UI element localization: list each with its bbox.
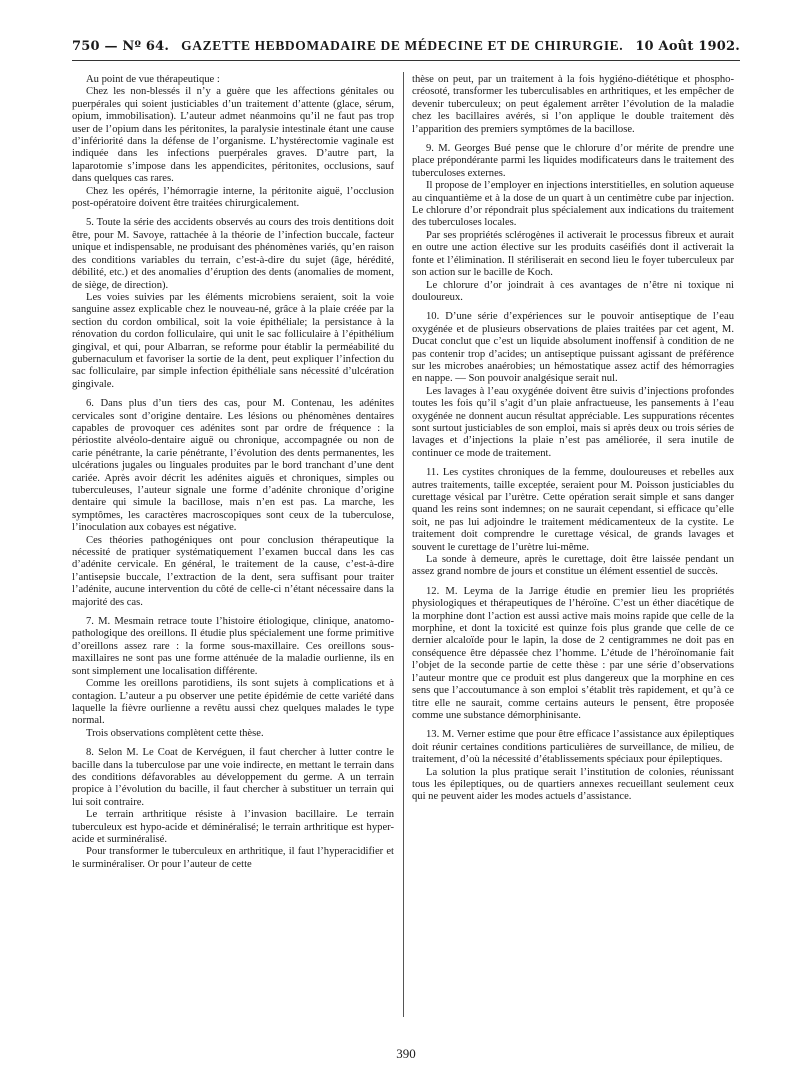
paragraph: Le chlorure d’or joindrait à ces avantages de n’être ni toxique ni douloureux. — [412, 279, 734, 303]
paragraph: La solution la plus pratique serait l’institution de colonies, réunissant tous les épileptiques, ou de quartiers annexes recueillant seulement ceux qui ne peuvent aider les modes actuels d’assistance. — [412, 766, 734, 803]
paragraph: Par ses propriétés sclérogènes il activerait le processus fibreux et aurait en outre une action élective sur les produits caséifiés dont il activerait la fonte et l’élimination. Il stériliserait en second lieu le foyer tuberculeux par son action sur le bacille de Koch. — [412, 229, 734, 279]
paragraph: 11. Les cystites chroniques de la femme, douloureuses et rebelles aux autres traitements, taille exceptée, seraient pour M. Poisson justiciables du curettage vésical par l’urètre. Cette opération serait simple et sans danger quand les reins sont indemnes; on ne saurait cependant, si efficace qu’elle soit, ne pas lui adjoindre le traitement médicamenteux de la cystite. Le traitement doit comprendre le curettage vésical, de grands lavages et souvent le curettage de l’urètre lui-même. — [412, 467, 734, 553]
paragraph: Chez les opérés, l’hémorragie interne, la péritonite aiguë, l’occlusion post-opératoire doivent être traitées chirurgicalement. — [72, 185, 394, 210]
paragraph: 7. M. Mesmain retrace toute l’histoire étiologique, clinique, anatomo-pathologique des oreillons. Il étudie plus spécialement une forme primitive d’oreillons assez rare : la forme sous-maxillaire. Ces oreillons sous-maxillaires ne sont pas une forme atténuée de la maladie ourlienne, ils en sont simplement une localisation différente. — [72, 616, 394, 677]
paragraph: 5. Toute la série des accidents observés au cours des trois dentitions doit être, pour M. Savoye, rattachée à la théorie de l’infection buccale, facteur unique et indispensable, ne produisant des phénomènes variés, qu’en raison des conditions variables du terrain, c’est-à-dire du sujet (âge, hérédité, débilité, etc.) et des anomalies d’éruption des dents (anomalies de moment, de siège, de direction). — [72, 217, 394, 291]
paragraph: Comme les oreillons parotidiens, ils sont sujets à complications et à contagion. L’auteur a pu observer une petite épidémie de cette variété dans laquelle la fièvre ourlienne a revêtu aussi chez quelques malades le type normal. — [72, 678, 394, 727]
column-divider — [403, 72, 404, 1017]
paragraph: Pour transformer le tuberculeux en arthritique, il faut l’hyperacidifier et le surminéraliser. Or pour l’auteur de cette — [72, 846, 394, 870]
left-column — [72, 74, 394, 1032]
page — [72, 38, 740, 1068]
journal-title: GAZETTE HEBDOMADAIRE DE MÉDECINE ET DE CHIRURGIE. — [181, 38, 624, 53]
paragraph: Les lavages à l’eau oxygénée doivent être suivis d’injections profondes toutes les fois qu’il s’agit d’un plaie anfractueuse, les pansements à l’eau oxygénée ne donnent aucun résultat appréciable. Les suppurations récentes sont surtout justiciables de son emploi, mais si après deux ou trois séries de lavages et d’injections la plaie n’est pas améliorée, il sera inutile de continuer ce mode de traitement. — [412, 385, 734, 459]
paragraph: Les voies suivies par les éléments microbiens seraient, soit la voie sanguine assez explicable chez le nouveau-né, grâce à la plaie créée par la section du cordon ombilical, soit la voie épithéliale; la persistance à la rénovation du cordon folliculaire, qui unit le sac folliculaire à l’épithélium gingival, et qui, pour Albarran, se reforme pour établir la perméabilité du gubernaculum et favoriser la sortie de la dent, peut expliquer l’infection du sac folliculaire, par simple infection épithéliale sans nécessité d’ulcération gingivale. — [72, 291, 394, 390]
paragraph: Il propose de l’employer en injections interstitielles, en solution aqueuse au cinquantième et à la dose de un quart à un centimètre cube par injection. Le chlorure d’or répondrait plus spécialement aux indications du traitement des tuberculoses locales. — [412, 180, 734, 229]
header-rule — [72, 60, 740, 61]
paragraph: Le terrain arthritique résiste à l’invasion bacillaire. Le terrain tuberculeux est hypo-acide et déminéralisé; le terrain arthritique est hyper-acide et surminéralisé. — [72, 809, 394, 845]
paragraph: 6. Dans plus d’un tiers des cas, pour M. Contenau, les adénites cervicales sont d’origine dentaire. Les lésions ou phénomènes dentaires capables de provoquer ces adénites sont par ordre de fréquence : la périostite alvéolo-dentaire aiguë ou chronique, accompagnée ou non de carie pénétrante, la carie pénétrante, l’évolution des dents permanentes, les ulcérations jugales ou linguales produites par le bord tranchant d’une dent cariée. Après avoir décrit les adénites aiguës et chroniques, simples ou tuberculeuses, l’auteur signale une forme d’adénite chronique d’origine dentaire qui simule la bacillose, mais n’en est pas. La marche, les symptômes, les caractères macroscopiques sont ceux de la tuberculose, l’inoculation aux cobayes est négative. — [72, 398, 394, 534]
paragraph: 9. M. Georges Bué pense que le chlorure d’or mérite de prendre une place prépondérante parmi les liquides modificateurs dans le traitement des tuberculoses externes. — [412, 143, 734, 179]
paragraph: Ces théories pathogéniques ont pour conclusion thérapeutique la nécessité de pratiquer systématiquement l’examen buccal dans les cas d’adénite cervicale. En général, le traitement de la cause, c’est-à-dire l’antisepsie buccale, l’extraction de la dent, sera suffisant pour traiter l’adénite, aucune intervention du côté de celle-ci n’étant nécessaire dans la majorité des cas. — [72, 534, 394, 608]
running-header — [72, 38, 740, 60]
paragraph: thèse on peut, par un traitement à la fois hygiéno-diététique et phospho-créosoté, transformer les tuberculisables en arthritiques, et les empêcher de devenir tuberculeux; on peut également arrêter l’évolution de la maladie chez les bacillaires avérés, si l’on applique le double traitement dès l’apparition des premiers symptômes de la bacillose. — [412, 74, 734, 135]
paragraph: Chez les non-blessés il n’y a guère que les affections génitales ou puerpérales qui soient justiciables d’un traitement d’attente (glace, sérum, opium, immobilisation). L’auteur admet néanmoins qu’il ne faut pas trop user de l’opium dans les péritonites, la paralysie intestinale étant une cause d’infériorité dans la défense de l’organisme. L’hystérectomie vaginale est indiquée dans les infections puerpérales graves. D’autre part, la laparotomie s’impose dans les appendicites, péritonites, occlusions, sauf dans quelques cas rares. — [72, 86, 394, 185]
paragraph: 8. Selon M. Le Coat de Kervéguen, il faut chercher à lutter contre le bacille dans la tuberculose par une voie indirecte, en mettant le terrain dans des conditions défavorables au développement du germe. A un terrain propice à l’évolution du bacille, il faut chercher à substituer un terrain qui lui soit contraire. — [72, 747, 394, 808]
paragraph: 12. M. Leyma de la Jarrige étudie en premier lieu les propriétés physiologiques et thérapeutiques de l’héroïne. C’est un éther diacétique de la morphine dont l’action est aussi active mais moins rapide que celle de la morphine, et dont la toxicité est quinze fois plus grande que celle de ce dernier alcaloïde pour le lapin, la dose de 2 centigrammes ne doit pas en conséquence être dépassée chez l’homme. L’étude de l’héroïnomanie fait l’objet de la seconde partie de cette thèse : par une série d’observations l’auteur montre que ce produit est plus dangereux que la morphine en ces sens que l’accoutumance à son emploi s’établit très rapidement, et qu’à ce titre elle ne saurait, comme certains auteurs le pensent, être proposée comme une substance démorphinisante. — [412, 585, 734, 721]
paragraph: Au point de vue thérapeutique : — [86, 74, 220, 85]
paragraph: 13. M. Verner estime que pour être efficace l’assistance aux épileptiques doit réunir certaines conditions particulières de surveillance, de milieu, de traitement, d’où la nécessité d’établissements spéciaux pour épileptiques. — [412, 729, 734, 766]
right-column — [412, 74, 734, 1032]
paragraph: Trois observations complètent cette thèse. — [86, 727, 264, 739]
paragraph: 10. D’une série d’expériences sur le pouvoir antiseptique de l’eau oxygénée et de plusieurs observations de plaies traitées par cet agent, M. Ducat conclut que c’est un liquide absolument inoffensif à condition de ne pas contenir trop d’acides; un antiseptique puissant agissant de préférence sur les microbes anaérobies; un hémostatique assez actif des hémorragies en nappe. — Son pouvoir analgésique serait nul. — [412, 311, 734, 385]
issue-date: 10 Août 1902. — [635, 39, 740, 54]
page-number: 390 — [396, 1046, 416, 1061]
page-label: 750 — Nº 64. — [72, 39, 170, 54]
paragraph: La sonde à demeure, après le curettage, doit être laissée pendant un assez grand nombre de jours et constitue un élément essentiel de succès. — [412, 554, 734, 578]
